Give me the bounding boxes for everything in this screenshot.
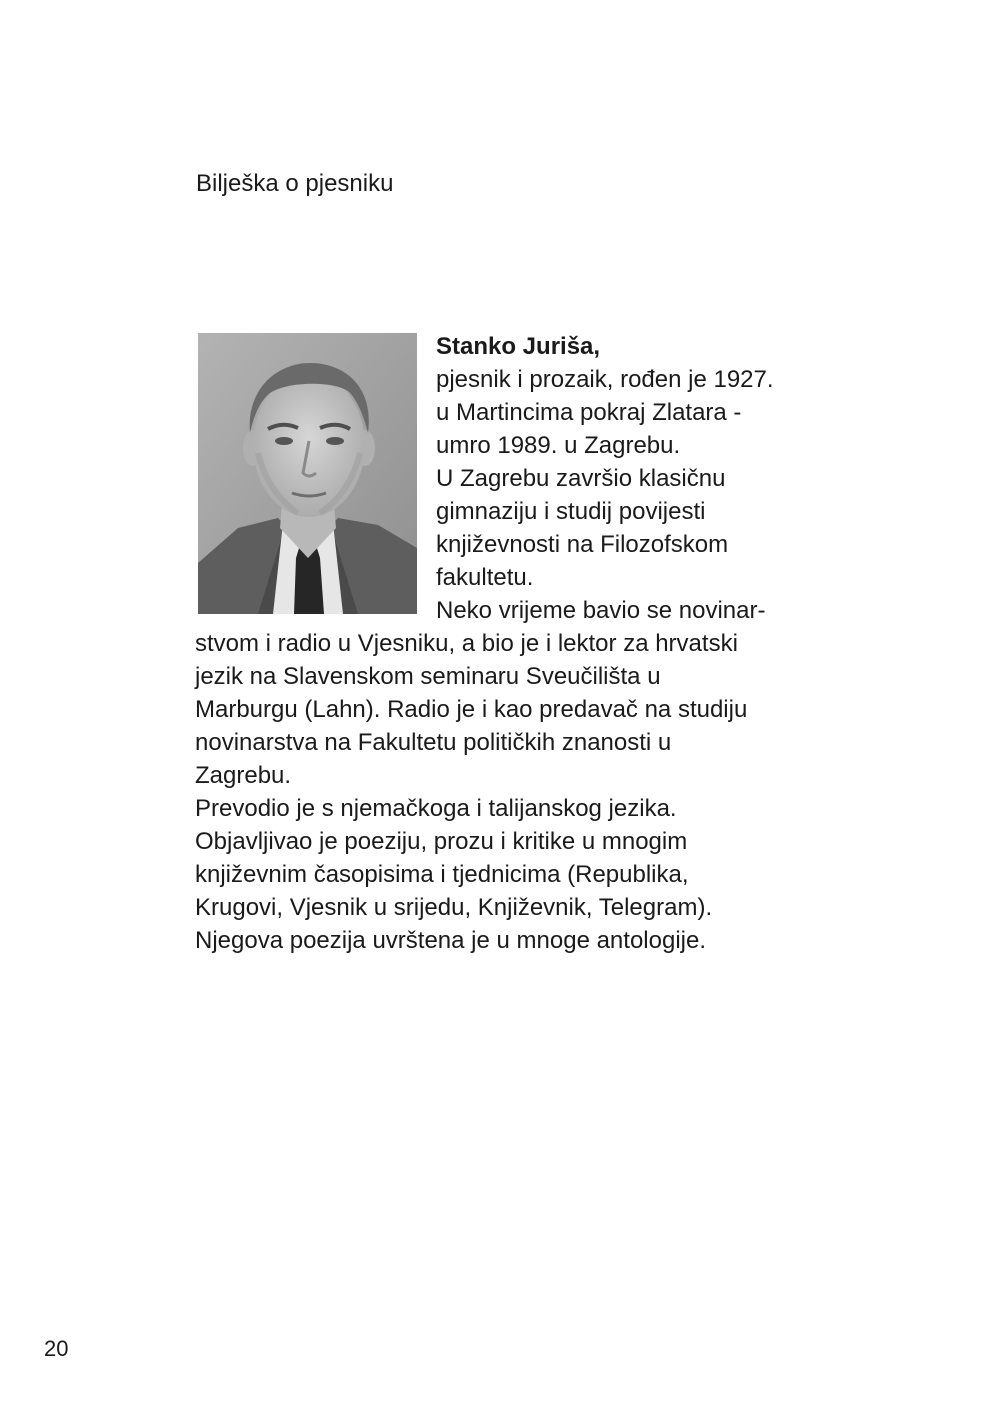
bio-line: umro 1989. u Zagrebu.: [436, 432, 681, 459]
author-biography: [195, 330, 845, 957]
bio-line: gimnaziju i studij povijesti: [436, 498, 706, 525]
page-number: 20: [44, 1336, 69, 1361]
bio-line: Objavljivao je poeziju, prozu i kritike u mnogim: [195, 828, 688, 855]
bio-line: Neko vrijeme bavio se novinar-: [436, 597, 766, 624]
bio-line: Krugovi, Vjesnik u srijedu, Književnik, Telegram).: [195, 894, 713, 921]
bio-line: pjesnik i prozaik, rođen je 1927.: [436, 366, 774, 393]
bio-line: Zagrebu.: [195, 762, 292, 789]
page-heading: Bilješka o pjesniku: [196, 170, 394, 197]
bio-line: novinarstva na Fakultetu političkih znanosti u: [195, 729, 672, 756]
bio-line: Njegova poezija uvrštena je u mnoge antologije.: [195, 927, 706, 954]
bio-line: stvom i radio u Vjesniku, a bio je i lektor za hrvatski: [195, 630, 738, 657]
bio-line: u Martincima pokraj Zlatara -: [436, 399, 742, 426]
bio-line: književnosti na Filozofskom: [436, 531, 729, 558]
bio-line: Prevodio je s njemačkoga i talijanskog jezika.: [195, 795, 677, 822]
bio-line: književnim časopisima i tjednicima (Republika,: [195, 861, 689, 888]
bio-line: jezik na Slavenskom seminaru Sveučilišta u: [195, 663, 661, 690]
bio-line: Marburgu (Lahn). Radio je i kao predavač na studiju: [195, 696, 748, 723]
bio-line: U Zagrebu završio klasičnu: [436, 465, 726, 492]
author-name: Stanko Juriša,: [436, 333, 601, 360]
bio-line: fakultetu.: [436, 564, 534, 591]
